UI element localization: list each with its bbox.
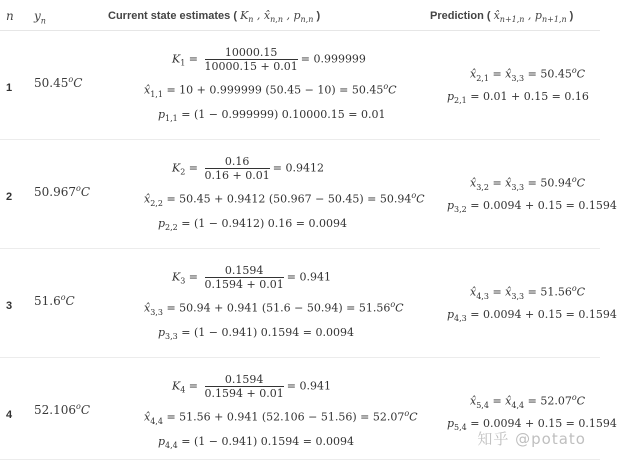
covariance-estimate: $p_{4,4} = (1 - 0.941) 0.1594 = 0.0094$ — [158, 435, 354, 451]
table-row — [0, 139, 617, 249]
kalman-gain: $K_1$ = $\frac{10000.15}{10000.15 + 0.01}$ = 0.999999 — [172, 46, 366, 73]
header-y: $y_n$ — [34, 9, 46, 26]
covariance-estimate: $p_{1,1} = (1 - 0.999999) 0.10000.15 = 0.01$ — [158, 108, 386, 124]
kalman-gain-fraction: $\frac{10000.15}{10000.15 + 0.01}$ — [204, 46, 298, 73]
state-estimate: $x̂_{2,2} = 50.45 + 0.9412$ $(50.967 - 50.45) = 50.94^oC$ — [144, 191, 425, 208]
measurement: 51.6$^o$C — [34, 293, 75, 308]
measurement: 50.967$^o$C — [34, 184, 91, 199]
header-current-state: Current state estimates ( $K_n$ , $x̂_{n,n}$ , $p_{n,n}$ ) — [108, 9, 321, 25]
table-row — [0, 30, 600, 140]
header-prediction: Prediction ( $x̂_{n+1,n}$ , $p_{n+1,n}$ ) — [430, 9, 574, 25]
row-number: 1 — [6, 82, 13, 94]
row-number: 3 — [6, 300, 13, 312]
kalman-gain-fraction: $\frac{0.1594}{0.1594 + 0.01}$ — [204, 373, 284, 400]
predicted-covariance: $p_{2,1} = 0.01 + 0.15 = 0.16$ — [447, 90, 589, 106]
kalman-gain-fraction: $\frac{0.1594}{0.1594 + 0.01}$ — [204, 264, 284, 291]
covariance-estimate: $p_{2,2} = (1 - 0.9412) 0.16 = 0.0094$ — [158, 217, 347, 233]
predicted-covariance: $p_{4,3} = 0.0094 + 0.15 = 0.1594$ — [447, 308, 617, 324]
kalman-gain: $K_2$ = $\frac{0.16}{0.16 + 0.01}$ = 0.9412 — [172, 155, 324, 182]
header-n: n — [6, 9, 14, 23]
state-estimate: $x̂_{3,3} = 50.94 + 0.941$ $(51.6 - 50.94) = 51.56^oC$ — [144, 300, 404, 317]
predicted-state: $x̂_{4,3}$ = $x̂_{3,3} = 51.56^oC$ — [470, 284, 586, 301]
state-estimate: $x̂_{1,1} = 10 + 0.999999$ $(50.45 - 10) = 50.45^oC$ — [144, 82, 397, 99]
measurement: 52.106$^o$C — [34, 402, 91, 417]
predicted-covariance: $p_{5,4} = 0.0094 + 0.15 = 0.1594$ — [447, 417, 617, 433]
watermark: 知乎 @potato — [477, 430, 586, 448]
kalman-gain: $K_3$ = $\frac{0.1594}{0.1594 + 0.01}$ = 0.941 — [172, 264, 331, 291]
kalman-gain-fraction: $\frac{0.16}{0.16 + 0.01}$ — [204, 155, 270, 182]
covariance-estimate: $p_{3,3} = (1 - 0.941) 0.1594 = 0.0094$ — [158, 326, 354, 342]
state-estimate: $x̂_{4,4} = 51.56 + 0.941$ $(52.106 - 51.56) = 52.07^oC$ — [144, 409, 418, 426]
predicted-state: $x̂_{2,1}$ = $x̂_{3,3} = 50.45^oC$ — [470, 66, 586, 83]
row-number: 2 — [6, 191, 13, 203]
table-row — [0, 248, 617, 358]
predicted-state: $x̂_{5,4}$ = $x̂_{4,4} = 52.07^oC$ — [470, 393, 586, 410]
kalman-gain: $K_4$ = $\frac{0.1594}{0.1594 + 0.01}$ = 0.941 — [172, 373, 331, 400]
measurement: 50.45$^o$C — [34, 75, 83, 90]
row-number: 4 — [6, 409, 13, 421]
table-header — [0, 0, 600, 31]
predicted-covariance: $p_{3,2} = 0.0094 + 0.15 = 0.1594$ — [447, 199, 617, 215]
predicted-state: $x̂_{3,2}$ = $x̂_{3,3} = 50.94^oC$ — [470, 175, 586, 192]
